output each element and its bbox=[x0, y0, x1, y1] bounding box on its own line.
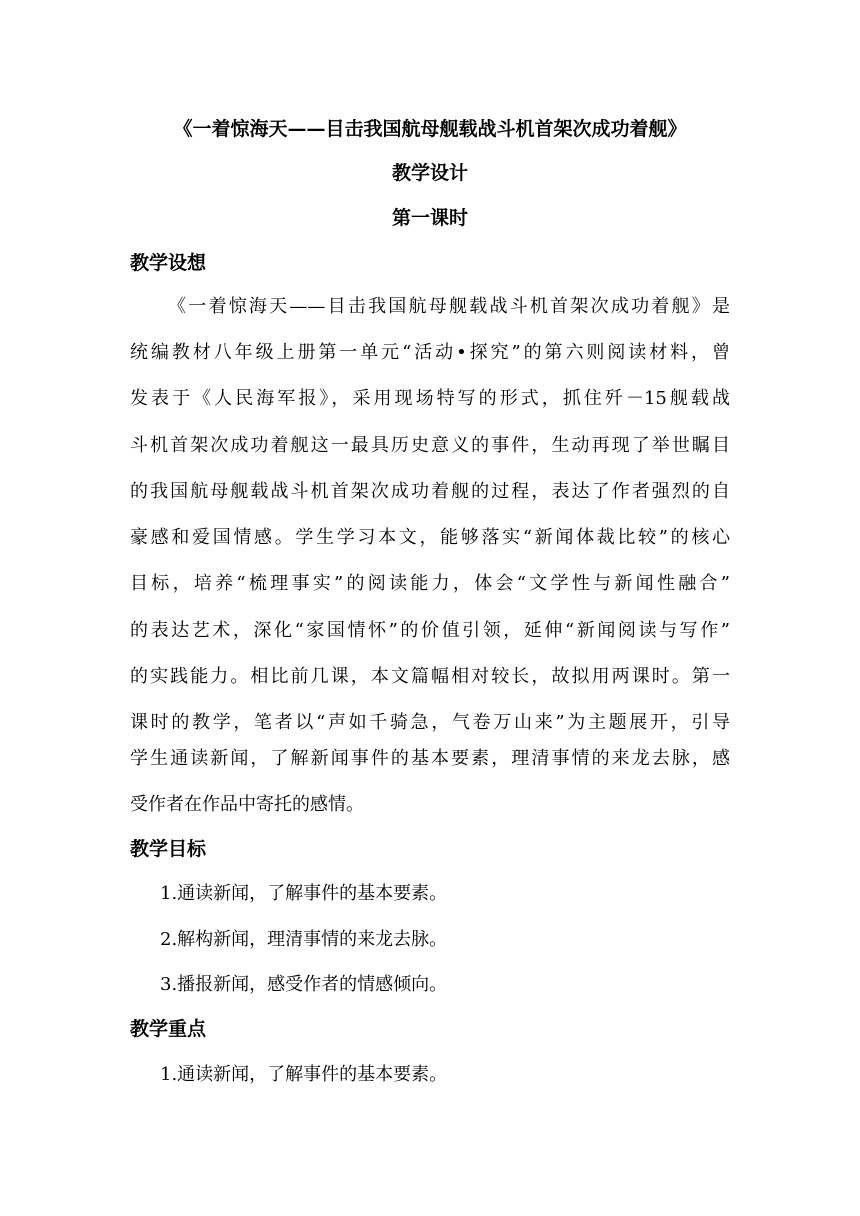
paragraph-line: 目标，培养“梳理事实”的阅读能力，体会“文学性与新闻性融合” bbox=[130, 573, 730, 594]
paragraph-line: 豪感和爱国情感。学生学习本文，能够落实“新闻体裁比较”的核心 bbox=[130, 527, 730, 548]
section-heading-teaching-idea: 教学设想 bbox=[130, 252, 207, 274]
lesson-label: 第一课时 bbox=[391, 207, 468, 229]
list-item: 1.通读新闻，了解事件的基本要素。 bbox=[160, 1064, 448, 1085]
document-title: 《一着惊海天——目击我国航母舰载战斗机首架次成功着舰》 bbox=[173, 118, 687, 140]
paragraph-line: 的我国航母舰载战斗机首架次成功着舰的过程，表达了作者强烈的自 bbox=[130, 481, 730, 502]
paragraph-line: 斗机首架次成功着舰这一最具历史意义的事件，生动再现了举世瞩目 bbox=[130, 435, 730, 456]
section-heading-teaching-goals: 教学目标 bbox=[130, 838, 207, 860]
paragraph-line: 发表于《人民海军报》，采用现场特写的形式，抓住歼－15舰载战 bbox=[130, 388, 730, 409]
list-item: 3.播报新闻，感受作者的情感倾向。 bbox=[160, 974, 448, 995]
document-subtitle: 教学设计 bbox=[391, 162, 468, 184]
paragraph-line: 统编教材八年级上册第一单元“活动•探究”的第六则阅读材料，曾 bbox=[130, 342, 730, 363]
paragraph-line: 《一着惊海天——目击我国航母舰载战斗机首架次成功着舰》是 bbox=[168, 296, 730, 317]
paragraph-line: 的实践能力。相比前几课，本文篇幅相对较长，故拟用两课时。第一 bbox=[130, 666, 730, 687]
paragraph-line: 的表达艺术，深化“家国情怀”的价值引领，延伸“新闻阅读与写作” bbox=[130, 620, 730, 641]
list-item: 2.解构新闻，理清事情的来龙去脉。 bbox=[160, 929, 448, 950]
paragraph-line: 学生通读新闻，了解新闻事件的基本要素，理清事情的来龙去脉，感 bbox=[130, 748, 730, 769]
paragraph-line: 课时的教学，笔者以“声如千骑急，气卷万山来”为主题展开，引导 bbox=[130, 712, 730, 733]
section-heading-teaching-focus: 教学重点 bbox=[130, 1018, 207, 1040]
paragraph-line: 受作者在作品中寄托的感情。 bbox=[130, 794, 364, 815]
list-item: 1.通读新闻，了解事件的基本要素。 bbox=[160, 883, 448, 904]
